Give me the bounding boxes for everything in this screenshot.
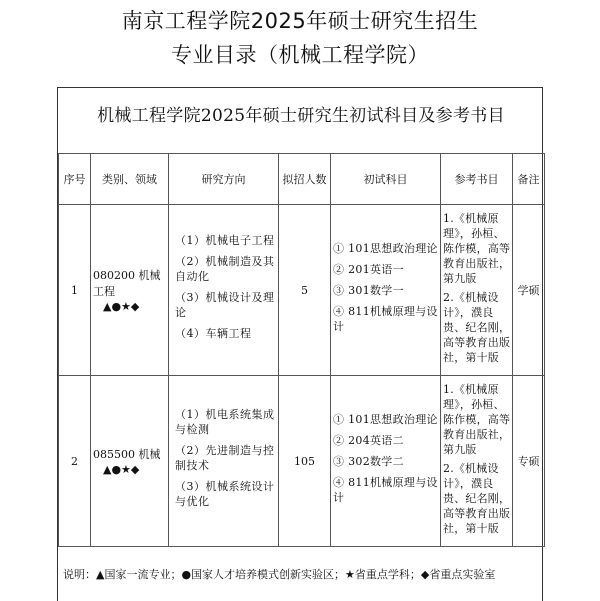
- row-remark: 学硕: [513, 205, 545, 376]
- page-title-line2: 专业目录（机械工程学院）: [171, 43, 429, 67]
- col-header-books: 参考书目: [441, 154, 513, 205]
- direction-item: （2）先进制造与控制技术: [175, 444, 275, 472]
- row-directions: [169, 205, 279, 376]
- subject-item: ② 204英语二: [333, 433, 404, 447]
- subject-item: ① 101思想政治理论: [333, 412, 438, 426]
- col-header-subjects: 初试科目: [331, 154, 441, 205]
- category-text: 080200 机械工程: [93, 268, 161, 298]
- col-header-quota: 拟招人数: [279, 154, 331, 205]
- direction-item: （4）车辆工程: [175, 327, 252, 340]
- table-row: [59, 376, 545, 547]
- subject-item: ③ 302数学二: [333, 454, 404, 468]
- subject-item: ① 101思想政治理论: [333, 241, 438, 255]
- catalog-table: [58, 153, 545, 547]
- row-seq: 1: [59, 205, 91, 376]
- table-header-row: [59, 154, 545, 205]
- category-symbols: ▲●★◆: [103, 299, 140, 313]
- row-remark: 专硕: [513, 376, 545, 547]
- catalog-table-frame: [57, 87, 543, 601]
- book-item: 2.《机械设计》，濮良贵、纪名刚，高等教育出版社，第十版: [443, 462, 511, 535]
- subject-item: ③ 301数学一: [333, 283, 404, 297]
- col-header-direction: 研究方向: [169, 154, 279, 205]
- row-subjects: [331, 205, 441, 376]
- col-header-seq: 序号: [59, 154, 91, 205]
- col-header-category: 类别、领域: [91, 154, 169, 205]
- category-text: 085500 机械: [93, 447, 161, 461]
- table-title: 机械工程学院2025年硕士研究生初试科目及参考书目: [97, 106, 505, 126]
- direction-item: （2）机械制造及其自动化: [175, 255, 275, 283]
- row-quota: 105: [279, 376, 331, 547]
- subject-item: ② 201英语一: [333, 262, 404, 276]
- row-category: [91, 205, 169, 376]
- subject-item: ④ 811机械原理与设计: [333, 475, 438, 504]
- category-symbols: ▲●★◆: [103, 462, 140, 476]
- book-item: 2.《机械设计》，濮良贵、纪名刚，高等教育出版社，第十版: [443, 291, 511, 364]
- direction-item: （3）机械系统设计与优化: [175, 480, 275, 508]
- legend-note: 说明：▲国家一流专业；●国家人才培养模式创新实验区；★省重点学科；◆省重点实验室: [63, 568, 496, 581]
- table-row: [59, 205, 545, 376]
- row-directions: [169, 376, 279, 547]
- row-quota: 5: [279, 205, 331, 376]
- row-seq: 2: [59, 376, 91, 547]
- direction-item: （1）机械电子工程: [175, 234, 275, 247]
- direction-item: （3）机械设计及理论: [175, 291, 275, 319]
- page-title-line1: 南京工程学院2025年硕士研究生招生: [121, 9, 479, 33]
- row-books: [441, 376, 513, 547]
- row-category: [91, 376, 169, 547]
- direction-item: （1）机电系统集成与检测: [175, 408, 275, 436]
- subject-item: ④ 811机械原理与设计: [333, 304, 438, 333]
- book-item: 1.《机械原理》，孙桓、陈作模，高等教育出版社，第九版: [443, 383, 511, 456]
- row-books: [441, 205, 513, 376]
- book-item: 1.《机械原理》，孙桓、陈作模，高等教育出版社，第九版: [443, 212, 511, 285]
- col-header-remarks: 备注: [513, 154, 545, 205]
- row-subjects: [331, 376, 441, 547]
